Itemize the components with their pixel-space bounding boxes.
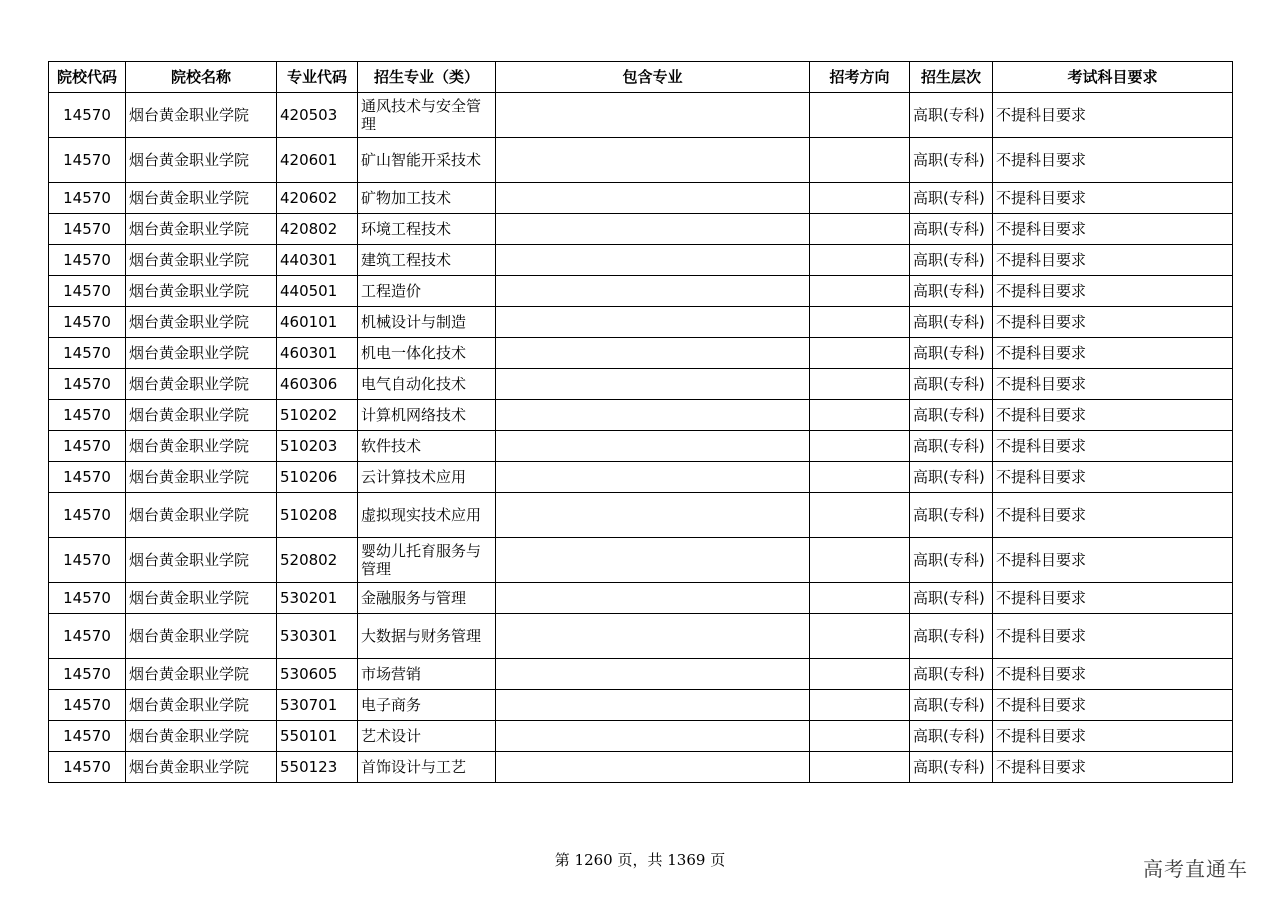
watermark-text: 高考直通车	[1143, 857, 1248, 881]
header-subject-requirement: 考试科目要求	[993, 62, 1233, 93]
cell-school-name: 烟台黄金职业学院	[126, 400, 277, 431]
cell-direction	[810, 538, 910, 583]
cell-major-code: 420503	[277, 93, 358, 138]
cell-major-code: 460306	[277, 369, 358, 400]
cell-school-name: 烟台黄金职业学院	[126, 183, 277, 214]
cell-level: 高职(专科)	[910, 138, 993, 183]
cell-school-name: 烟台黄金职业学院	[126, 431, 277, 462]
cell-school-code: 14570	[49, 338, 126, 369]
cell-level: 高职(专科)	[910, 245, 993, 276]
cell-direction	[810, 338, 910, 369]
cell-subject-requirement: 不提科目要求	[993, 752, 1233, 783]
table-body	[49, 93, 1233, 783]
cell-school-name: 烟台黄金职业学院	[126, 538, 277, 583]
cell-included-majors	[496, 400, 810, 431]
cell-school-code: 14570	[49, 614, 126, 659]
cell-subject-requirement: 不提科目要求	[993, 659, 1233, 690]
cell-school-name: 烟台黄金职业学院	[126, 462, 277, 493]
table-row	[49, 93, 1233, 138]
cell-school-name: 烟台黄金职业学院	[126, 214, 277, 245]
cell-included-majors	[496, 93, 810, 138]
table-row	[49, 245, 1233, 276]
table-row	[49, 338, 1233, 369]
cell-major-code: 530201	[277, 583, 358, 614]
header-school-code: 院校代码	[49, 62, 126, 93]
cell-included-majors	[496, 276, 810, 307]
cell-included-majors	[496, 538, 810, 583]
table-row	[49, 138, 1233, 183]
cell-major-code: 460301	[277, 338, 358, 369]
cell-level: 高职(专科)	[910, 659, 993, 690]
cell-school-name: 烟台黄金职业学院	[126, 752, 277, 783]
cell-included-majors	[496, 307, 810, 338]
cell-major: 计算机网络技术	[358, 400, 496, 431]
cell-level: 高职(专科)	[910, 752, 993, 783]
cell-subject-requirement: 不提科目要求	[993, 369, 1233, 400]
cell-included-majors	[496, 721, 810, 752]
cell-major-code: 510206	[277, 462, 358, 493]
cell-major: 金融服务与管理	[358, 583, 496, 614]
cell-school-name: 烟台黄金职业学院	[126, 690, 277, 721]
table-row	[49, 400, 1233, 431]
cell-included-majors	[496, 369, 810, 400]
cell-included-majors	[496, 214, 810, 245]
cell-subject-requirement: 不提科目要求	[993, 183, 1233, 214]
cell-school-code: 14570	[49, 462, 126, 493]
cell-subject-requirement: 不提科目要求	[993, 538, 1233, 583]
cell-level: 高职(专科)	[910, 538, 993, 583]
cell-subject-requirement: 不提科目要求	[993, 400, 1233, 431]
table-row	[49, 659, 1233, 690]
cell-direction	[810, 431, 910, 462]
cell-included-majors	[496, 431, 810, 462]
cell-school-name: 烟台黄金职业学院	[126, 138, 277, 183]
cell-school-code: 14570	[49, 721, 126, 752]
cell-level: 高职(专科)	[910, 721, 993, 752]
cell-major-code: 510203	[277, 431, 358, 462]
cell-school-code: 14570	[49, 369, 126, 400]
cell-subject-requirement: 不提科目要求	[993, 493, 1233, 538]
cell-included-majors	[496, 138, 810, 183]
cell-direction	[810, 614, 910, 659]
cell-major: 虚拟现实技术应用	[358, 493, 496, 538]
table-row	[49, 690, 1233, 721]
cell-included-majors	[496, 338, 810, 369]
cell-direction	[810, 721, 910, 752]
cell-level: 高职(专科)	[910, 214, 993, 245]
cell-direction	[810, 276, 910, 307]
cell-school-name: 烟台黄金职业学院	[126, 659, 277, 690]
cell-level: 高职(专科)	[910, 583, 993, 614]
table-row	[49, 721, 1233, 752]
cell-level: 高职(专科)	[910, 276, 993, 307]
cell-direction	[810, 659, 910, 690]
cell-direction	[810, 583, 910, 614]
cell-major: 矿山智能开采技术	[358, 138, 496, 183]
cell-major: 机械设计与制造	[358, 307, 496, 338]
cell-school-code: 14570	[49, 690, 126, 721]
cell-subject-requirement: 不提科目要求	[993, 93, 1233, 138]
cell-major-code: 420802	[277, 214, 358, 245]
cell-school-code: 14570	[49, 138, 126, 183]
cell-school-code: 14570	[49, 307, 126, 338]
cell-major: 云计算技术应用	[358, 462, 496, 493]
table-row	[49, 752, 1233, 783]
cell-direction	[810, 93, 910, 138]
cell-school-name: 烟台黄金职业学院	[126, 276, 277, 307]
table-row	[49, 276, 1233, 307]
cell-school-name: 烟台黄金职业学院	[126, 307, 277, 338]
table-row	[49, 614, 1233, 659]
cell-school-code: 14570	[49, 183, 126, 214]
cell-major: 工程造价	[358, 276, 496, 307]
header-major-code: 专业代码	[277, 62, 358, 93]
cell-major-code: 440501	[277, 276, 358, 307]
header-level: 招生层次	[910, 62, 993, 93]
cell-included-majors	[496, 183, 810, 214]
cell-major: 艺术设计	[358, 721, 496, 752]
cell-subject-requirement: 不提科目要求	[993, 338, 1233, 369]
cell-subject-requirement: 不提科目要求	[993, 245, 1233, 276]
table-row	[49, 431, 1233, 462]
cell-subject-requirement: 不提科目要求	[993, 138, 1233, 183]
header-major: 招生专业（类）	[358, 62, 496, 93]
cell-level: 高职(专科)	[910, 493, 993, 538]
cell-school-name: 烟台黄金职业学院	[126, 583, 277, 614]
cell-school-name: 烟台黄金职业学院	[126, 721, 277, 752]
cell-major: 软件技术	[358, 431, 496, 462]
admissions-table	[48, 61, 1233, 783]
cell-major-code: 440301	[277, 245, 358, 276]
cell-direction	[810, 245, 910, 276]
table-row	[49, 538, 1233, 583]
cell-major: 电气自动化技术	[358, 369, 496, 400]
cell-school-name: 烟台黄金职业学院	[126, 245, 277, 276]
cell-major-code: 420602	[277, 183, 358, 214]
table-row	[49, 493, 1233, 538]
cell-included-majors	[496, 752, 810, 783]
table-row	[49, 583, 1233, 614]
header-school-name: 院校名称	[126, 62, 277, 93]
cell-level: 高职(专科)	[910, 400, 993, 431]
cell-included-majors	[496, 462, 810, 493]
cell-level: 高职(专科)	[910, 183, 993, 214]
cell-major: 通风技术与安全管理	[358, 93, 496, 138]
table-row	[49, 214, 1233, 245]
cell-included-majors	[496, 659, 810, 690]
cell-level: 高职(专科)	[910, 614, 993, 659]
cell-school-code: 14570	[49, 752, 126, 783]
cell-direction	[810, 138, 910, 183]
cell-school-name: 烟台黄金职业学院	[126, 369, 277, 400]
cell-school-code: 14570	[49, 583, 126, 614]
cell-subject-requirement: 不提科目要求	[993, 431, 1233, 462]
cell-subject-requirement: 不提科目要求	[993, 690, 1233, 721]
cell-school-code: 14570	[49, 538, 126, 583]
cell-school-name: 烟台黄金职业学院	[126, 493, 277, 538]
cell-level: 高职(专科)	[910, 338, 993, 369]
cell-subject-requirement: 不提科目要求	[993, 307, 1233, 338]
cell-school-code: 14570	[49, 659, 126, 690]
table-header-row	[49, 62, 1233, 93]
cell-major: 首饰设计与工艺	[358, 752, 496, 783]
cell-major: 婴幼儿托育服务与管理	[358, 538, 496, 583]
cell-major: 环境工程技术	[358, 214, 496, 245]
cell-major-code: 550123	[277, 752, 358, 783]
cell-direction	[810, 400, 910, 431]
cell-school-name: 烟台黄金职业学院	[126, 614, 277, 659]
cell-major: 建筑工程技术	[358, 245, 496, 276]
cell-subject-requirement: 不提科目要求	[993, 583, 1233, 614]
cell-major-code: 530301	[277, 614, 358, 659]
cell-included-majors	[496, 493, 810, 538]
cell-major-code: 460101	[277, 307, 358, 338]
cell-level: 高职(专科)	[910, 431, 993, 462]
table-row	[49, 307, 1233, 338]
cell-level: 高职(专科)	[910, 307, 993, 338]
header-direction: 招考方向	[810, 62, 910, 93]
cell-subject-requirement: 不提科目要求	[993, 614, 1233, 659]
cell-direction	[810, 752, 910, 783]
cell-subject-requirement: 不提科目要求	[993, 721, 1233, 752]
cell-direction	[810, 307, 910, 338]
cell-level: 高职(专科)	[910, 369, 993, 400]
cell-school-name: 烟台黄金职业学院	[126, 338, 277, 369]
cell-school-code: 14570	[49, 493, 126, 538]
cell-major-code: 510208	[277, 493, 358, 538]
cell-major-code: 520802	[277, 538, 358, 583]
cell-school-code: 14570	[49, 431, 126, 462]
cell-included-majors	[496, 690, 810, 721]
header-included-majors: 包含专业	[496, 62, 810, 93]
cell-level: 高职(专科)	[910, 462, 993, 493]
cell-school-code: 14570	[49, 214, 126, 245]
cell-level: 高职(专科)	[910, 690, 993, 721]
cell-subject-requirement: 不提科目要求	[993, 214, 1233, 245]
cell-subject-requirement: 不提科目要求	[993, 276, 1233, 307]
cell-direction	[810, 369, 910, 400]
cell-major: 矿物加工技术	[358, 183, 496, 214]
cell-major: 电子商务	[358, 690, 496, 721]
cell-included-majors	[496, 614, 810, 659]
cell-school-name: 烟台黄金职业学院	[126, 93, 277, 138]
cell-level: 高职(专科)	[910, 93, 993, 138]
cell-major-code: 530605	[277, 659, 358, 690]
cell-school-code: 14570	[49, 276, 126, 307]
cell-direction	[810, 214, 910, 245]
cell-school-code: 14570	[49, 400, 126, 431]
cell-direction	[810, 462, 910, 493]
cell-school-code: 14570	[49, 245, 126, 276]
cell-major-code: 550101	[277, 721, 358, 752]
table-row	[49, 369, 1233, 400]
cell-major: 大数据与财务管理	[358, 614, 496, 659]
page-number: 第 1260 页，共 1369 页	[554, 851, 726, 869]
cell-included-majors	[496, 583, 810, 614]
cell-direction	[810, 183, 910, 214]
cell-school-code: 14570	[49, 93, 126, 138]
cell-major-code: 510202	[277, 400, 358, 431]
cell-major: 机电一体化技术	[358, 338, 496, 369]
table-row	[49, 462, 1233, 493]
cell-subject-requirement: 不提科目要求	[993, 462, 1233, 493]
table-row	[49, 183, 1233, 214]
cell-included-majors	[496, 245, 810, 276]
cell-major-code: 420601	[277, 138, 358, 183]
cell-direction	[810, 690, 910, 721]
cell-major: 市场营销	[358, 659, 496, 690]
cell-major-code: 530701	[277, 690, 358, 721]
cell-direction	[810, 493, 910, 538]
